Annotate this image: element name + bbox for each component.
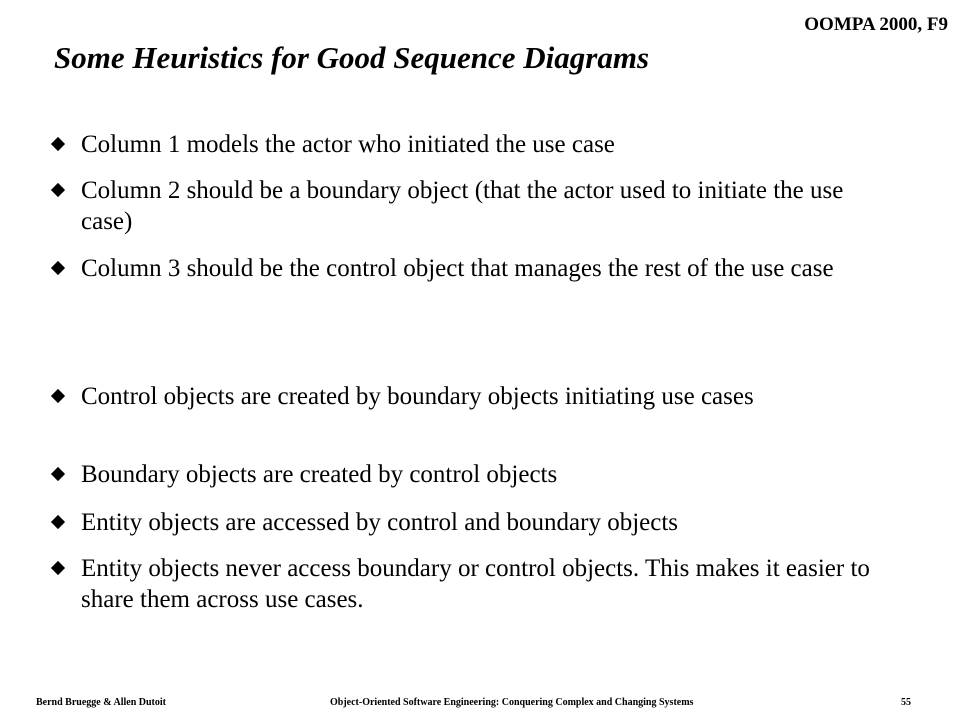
bullet-text: Column 3 should be the control object that manages the rest of the use case — [81, 255, 834, 282]
bullet-text: Entity objects are accessed by control and boundary objects — [81, 509, 679, 536]
bullet-text: Column 1 models the actor who initiated the use case — [81, 131, 615, 158]
diamond-bullet-icon — [51, 467, 65, 481]
footer-book-title: Object-Oriented Software Engineering: Conquering Complex and Changing Systems — [330, 697, 694, 708]
diamond-bullet-icon — [51, 183, 65, 197]
bullet-text: Column 2 should be a boundary object (that the actor used to initiate the use case) — [81, 177, 844, 235]
bullet-item — [50, 507, 910, 538]
diamond-bullet-icon — [51, 561, 65, 575]
bullet-item — [50, 553, 910, 615]
bullet-item — [50, 129, 910, 160]
diamond-bullet-icon — [51, 389, 65, 403]
footer-authors: Bernd Bruegge & Allen Dutoit — [36, 697, 166, 708]
bullet-text: Control objects are created by boundary objects initiating use cases — [81, 383, 754, 410]
footer-page-number: 55 — [901, 697, 911, 708]
bullet-item — [50, 253, 910, 284]
diamond-bullet-icon — [51, 137, 65, 151]
bullet-text: Boundary objects are created by control objects — [81, 461, 558, 488]
diamond-bullet-icon — [51, 261, 65, 275]
diamond-bullet-icon — [51, 515, 65, 529]
bullet-item — [50, 175, 910, 237]
course-tag: OOMPA 2000, F9 — [804, 14, 948, 35]
bullet-item — [50, 459, 910, 490]
slide-title: Some Heuristics for Good Sequence Diagrams — [54, 40, 650, 75]
bullet-item — [50, 381, 910, 412]
bullet-text: Entity objects never access boundary or control objects. This makes it easier to share them across use cases. — [81, 555, 870, 613]
